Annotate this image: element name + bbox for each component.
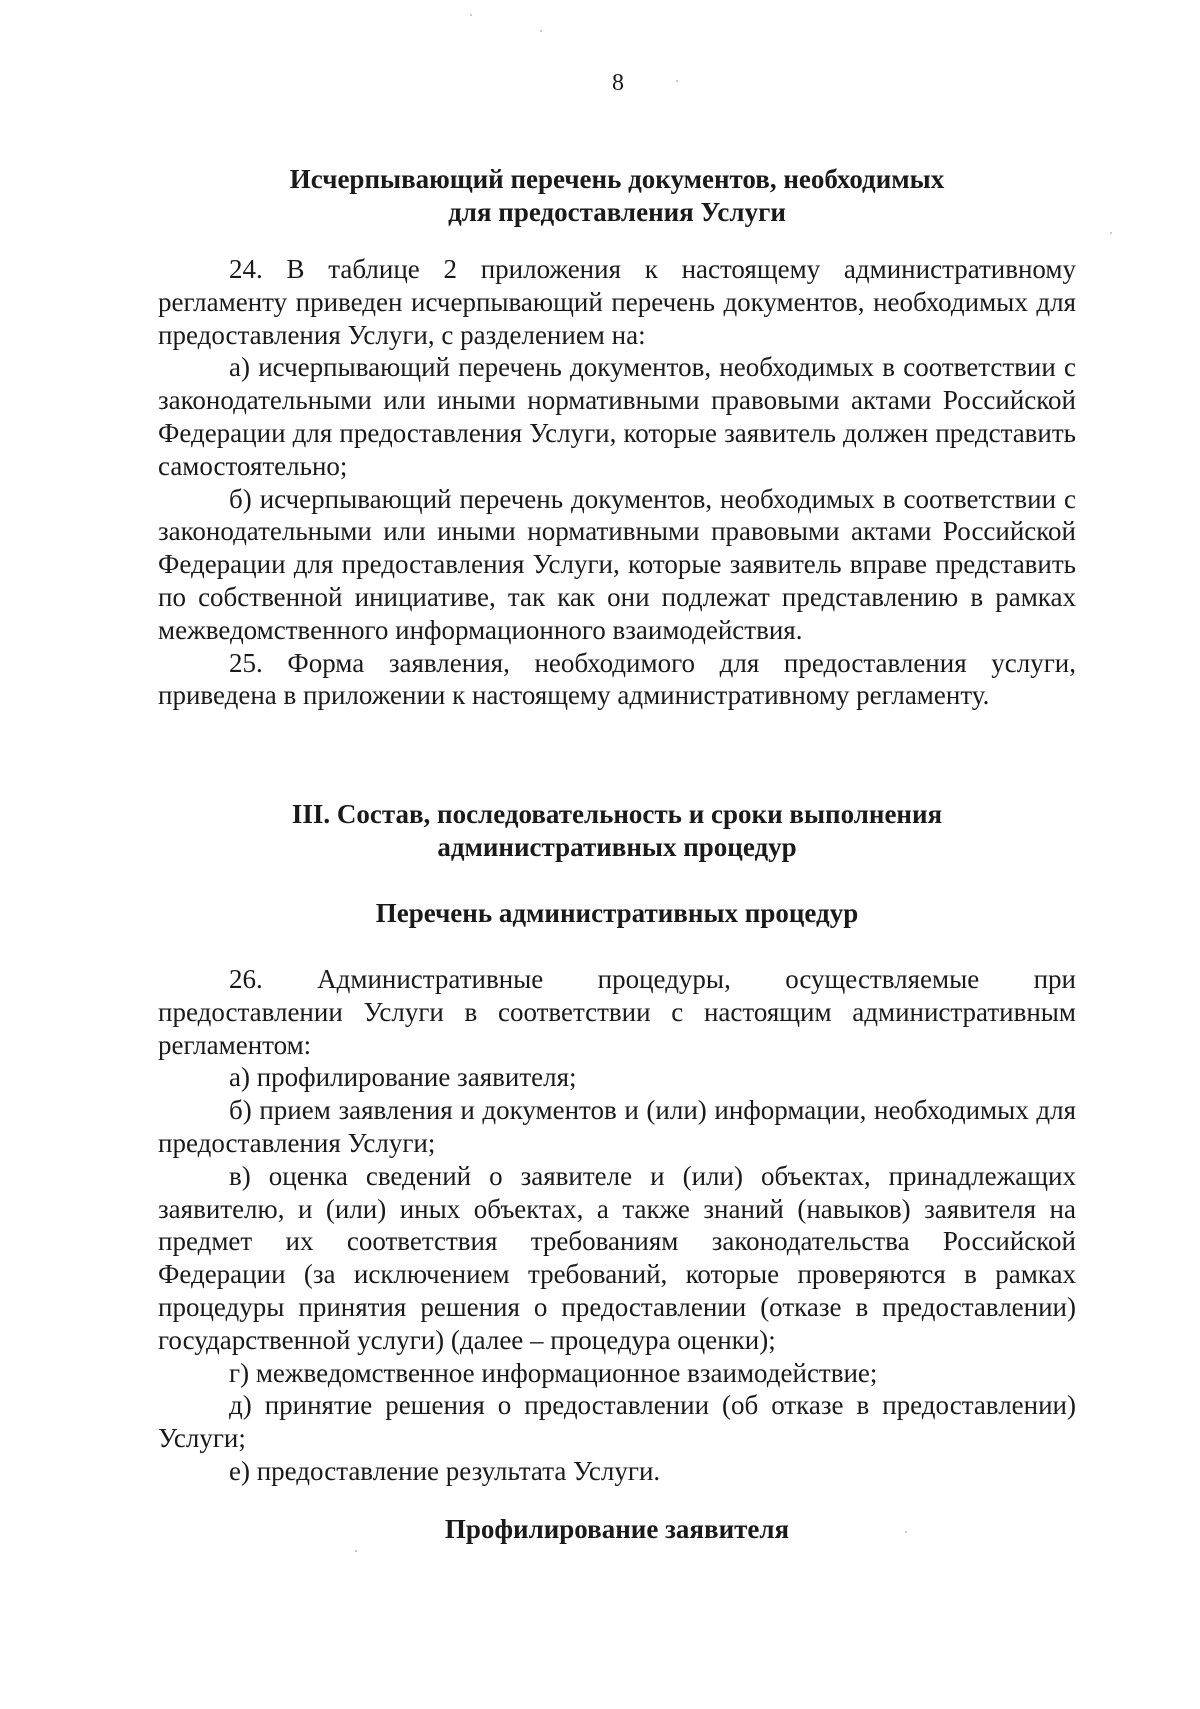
page-number: 8 — [612, 70, 624, 96]
scan-speck — [905, 1531, 907, 1533]
section-procedures-title: Перечень административных процедур — [375, 898, 859, 928]
paragraph-24: 24. В таблице 2 приложения к настоящему административному регламенту приведен исчерпывающий перечень документов, необходимых для предоставления Услуги, с разделением на: — [158, 254, 1076, 350]
section-docs-title-line2: для предоставления Услуги — [448, 196, 786, 227]
scan-speck — [676, 80, 678, 82]
section-iii-title-line1: III. Состав, последовательность и сроки выполнения — [291, 799, 943, 829]
paragraph-26: 26. Административные процедуры, осуществляемые при предоставлении Услуги в соответствии с настоящим административным регламентом: — [158, 964, 1076, 1060]
section-docs-body — [158, 253, 1076, 712]
paragraph-24-b: б) исчерпывающий перечень документов, необходимых в соответствии с законодательными или иными нормативными правовыми актами Российской Федерации для предоставления Услуги, которые заявитель вправе представить по собственной инициативе, так как они подлежат представлению в рамках межведомственного информационного взаимодействия. — [158, 483, 1076, 645]
section-procedures-body — [158, 963, 1076, 1488]
section-profiling-heading — [158, 1513, 1076, 1546]
procedure-item-a: а) профилирование заявителя; — [229, 1062, 577, 1093]
section-docs-heading — [158, 163, 1076, 229]
scan-speck — [540, 30, 542, 32]
paragraph-25: 25. Форма заявления, необходимого для предоставления услуги, приведена в приложении к настоящему административному регламенту. — [158, 647, 1076, 711]
procedure-item-d: д) принятие решения о предоставлении (об отказе в предоставлении) Услуги; — [158, 1390, 1076, 1454]
procedure-item-v: в) оценка сведений о заявителе и (или) объектах, принадлежащих заявителю, и (или) иных объектах, а также знаний (навыков) заявителя на предмет их соответствия требованиям законодательства Российской Федерации (за исключением требований, которые проверяются в рамках процедуры принятия решения о предоставлении (отказе в предоставлении) государственной услуги) (далее – процедура оценки); — [158, 1160, 1076, 1355]
section-procedures-heading — [158, 897, 1076, 930]
scan-speck — [470, 14, 472, 16]
section-docs-title-line1: Исчерпывающий перечень документов, необходимых — [289, 164, 945, 194]
scan-speck — [355, 1550, 357, 1552]
section-profiling-title: Профилирование заявителя — [444, 1514, 790, 1544]
procedure-item-b: б) прием заявления и документов и (или) информации, необходимых для предоставления Услуги; — [158, 1095, 1076, 1158]
section-iii-heading — [158, 798, 1076, 864]
section-iii-title-line2: административных процедур — [437, 831, 797, 862]
paragraph-24-a: а) исчерпывающий перечень документов, необходимых в соответствии с законодательными или иными нормативными правовыми актами Российской Федерации для предоставления Услуги, которые заявитель должен представить самостоятельно; — [158, 352, 1076, 481]
scan-speck — [1110, 232, 1112, 234]
procedure-item-e: е) предоставление результата Услуги. — [229, 1455, 661, 1486]
procedure-item-g: г) межведомственное информационное взаимодействие; — [229, 1357, 878, 1388]
